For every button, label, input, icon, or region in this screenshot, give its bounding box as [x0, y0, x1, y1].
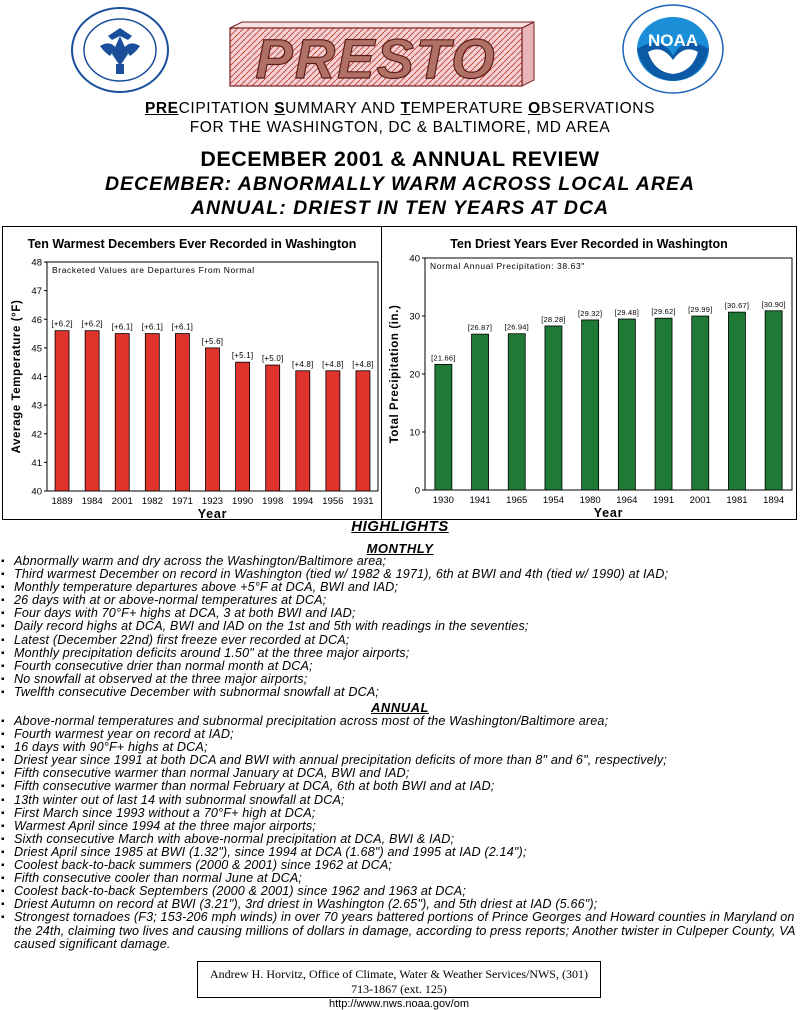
y-tick-label: 40 — [409, 253, 420, 265]
x-tick-label: 2001 — [111, 496, 133, 507]
footer-credit — [197, 961, 601, 1010]
bar — [435, 364, 452, 490]
highlight-item: ▪ Latest (December 22nd) first freeze ever recorded at DCA; — [0, 634, 800, 647]
bar-value-label: [29.48] — [614, 308, 640, 318]
subtitle-part: CIPITATION — [178, 100, 275, 117]
highlight-item: ▪ Twelfth consecutive December with subnormal snowfall at DCA; — [0, 686, 800, 699]
bar-value-label: [+5.6] — [201, 336, 224, 346]
bar — [356, 371, 370, 491]
highlight-item: ▪ Fourth warmest year on record at IAD; — [0, 728, 800, 741]
subtitle-part: EMPERATURE — [410, 100, 529, 117]
x-tick-label: 1981 — [726, 495, 748, 506]
bar-value-label: [+4.8] — [292, 359, 314, 369]
driest-years-chart-panel — [381, 226, 797, 520]
highlight-item: ▪ Coolest back-to-back Septembers (2000 & 2001) since 1962 and 1963 at DCA; — [0, 885, 800, 898]
y-tick-label: 42 — [31, 429, 42, 441]
bar — [145, 334, 159, 491]
highlight-item: ▪ Third warmest December on record in Washington (tied w/ 1982 & 1971), 6th at BWI and 4th (tied w/ 1990) at IAD; — [0, 568, 800, 581]
bar — [765, 311, 782, 490]
bar-value-label: [+5.1] — [231, 351, 254, 361]
bar-value-label: [+4.8] — [322, 359, 344, 369]
highlight-item: ▪ Sixth consecutive March with above-normal precipitation at DCA, BWI & IAD; — [0, 833, 800, 846]
bar-value-label: [+6.2] — [81, 319, 103, 329]
x-tick-label: 1971 — [171, 496, 193, 507]
y-tick-label: 40 — [31, 486, 42, 498]
x-tick-label: 1990 — [232, 496, 254, 507]
x-tick-label: 1991 — [652, 495, 675, 506]
chart-title: Ten Driest Years Ever Recorded in Washington — [450, 237, 728, 251]
bar-value-label: [26.94] — [504, 322, 529, 332]
subtitle-part: PRE — [144, 100, 179, 117]
highlight-item: ▪ Monthly precipitation deficits around 1.50" at the three major airports; — [0, 647, 800, 660]
bar — [582, 320, 599, 490]
highlight-item: ▪ First March since 1993 without a 70°F+ high at DCA; — [0, 807, 800, 820]
subtitle-part: S — [274, 100, 286, 117]
bar-value-label: [30.90] — [761, 299, 786, 309]
highlight-item: ▪ Warmest April since 1994 at the three major airports; — [0, 820, 800, 833]
bar-value-label: [+6.1] — [171, 322, 194, 332]
logo-text: PRESTO — [255, 27, 497, 90]
warmest-decembers-chart-panel — [2, 226, 382, 520]
y-tick-label: 41 — [31, 457, 42, 469]
x-tick-label: 1956 — [322, 496, 344, 507]
subtitle-part: T — [400, 100, 411, 117]
highlight-item: ▪ Strongest tornadoes (F3; 153-206 mph winds) in over 70 years battered portions of Prince Georges and Howard counties in Maryland on the 24th, claiming two lives and causing millions of dollars in damage, according to press reports; Another twister in Culpeper County, VA caused significant damage. — [0, 911, 796, 950]
y-axis-label: Average Temperature (°F) — [11, 299, 23, 454]
chart-annotation: Bracketed Values are Departures From Normal — [52, 265, 255, 275]
x-tick-label: 1941 — [469, 495, 491, 506]
warmest-decembers-chart — [3, 227, 381, 519]
x-tick-label: 1982 — [141, 496, 163, 507]
highlight-item: ▪ 16 days with 90°F+ highs at DCA; — [0, 741, 800, 754]
x-tick-label: 1931 — [352, 496, 374, 507]
highlight-item: ▪ Coolest back-to-back summers (2000 & 2001) since 1962 at DCA; — [0, 859, 800, 872]
x-tick-label: 1894 — [763, 495, 785, 506]
x-axis-label: Year — [593, 506, 624, 519]
y-axis-label: Total Precipitation (in.) — [389, 304, 401, 444]
highlight-item: ▪ Driest year since 1991 at both DCA and BWI with annual precipitation deficits of more than 8" and 6", respectively; — [0, 754, 800, 767]
annual-highlights-list — [0, 715, 800, 951]
bar — [728, 312, 745, 490]
highlights-title: HIGHLIGHTS — [351, 518, 449, 535]
y-tick-label: 20 — [409, 369, 420, 381]
x-tick-label: 1984 — [81, 496, 103, 507]
presto-logo — [222, 20, 537, 90]
y-tick-label: 30 — [409, 311, 420, 323]
bar — [618, 319, 635, 490]
december-headline: DECEMBER: ABNORMALLY WARM ACROSS LOCAL AREA — [104, 173, 696, 195]
y-tick-label: 10 — [409, 427, 420, 439]
highlight-item: ▪ Above-normal temperatures and subnormal precipitation across most of the Washington/Baltimore area; — [0, 715, 800, 728]
page-title: DECEMBER 2001 & ANNUAL REVIEW — [200, 147, 600, 171]
y-tick-label: 45 — [31, 343, 42, 355]
x-tick-label: 1994 — [292, 496, 314, 507]
highlight-item: ▪ Driest Autumn on record at BWI (3.21"), 3rd driest in Washington (2.65"), and 5th driest at IAD (5.66"); — [0, 898, 800, 911]
highlight-item: ▪ 13th winter out of last 14 with subnormal snowfall at DCA; — [0, 794, 800, 807]
highlight-item: ▪ Fifth consecutive cooler than normal June at DCA; — [0, 872, 800, 885]
annual-heading: ANNUAL — [371, 700, 429, 715]
y-tick-label: 47 — [31, 286, 42, 298]
bar — [326, 371, 340, 491]
driest-years-chart — [382, 227, 796, 519]
bar-value-label: [21.66] — [431, 353, 456, 363]
bar — [175, 334, 189, 491]
y-tick-label: 48 — [31, 257, 42, 269]
highlight-item: ▪ Driest April since 1985 at BWI (1.32"), since 1994 at DCA (1.68") and 1995 at IAD (2.14"); — [0, 846, 800, 859]
bar — [115, 334, 129, 491]
subtitle-part: BSERVATIONS — [540, 100, 656, 117]
highlight-item: ▪ No snowfall at observed at the three major airports; — [0, 673, 800, 686]
y-tick-label: 44 — [31, 372, 42, 383]
footer-author: Andrew H. Horvitz, Office of Climate, Water & Weather Services/NWS, (301) 713-1867 (ext. 125) — [210, 967, 588, 996]
x-tick-label: 1998 — [262, 496, 284, 507]
bar — [55, 331, 69, 491]
bar — [296, 371, 310, 491]
highlight-item: ▪ Fifth consecutive warmer than normal February at DCA, 6th at both BWI and at IAD; — [0, 780, 800, 793]
x-axis-label: Year — [197, 507, 228, 519]
bar — [266, 365, 280, 491]
bar-value-label: [+6.1] — [141, 322, 164, 332]
bar-value-label: [29.99] — [688, 305, 713, 315]
noaa-logo-text: NOAA — [647, 31, 699, 50]
footer-url[interactable]: http://www.nws.noaa.gov/om — [328, 998, 469, 1010]
bar-value-label: [26.87] — [467, 323, 493, 333]
bar — [545, 326, 562, 490]
y-tick-label: 0 — [414, 485, 420, 497]
bar-value-label: [+4.8] — [352, 359, 374, 369]
bar — [85, 331, 99, 491]
bar — [206, 348, 220, 491]
highlight-item: ▪ 26 days with at or above-normal temperatures at DCA; — [0, 594, 800, 607]
x-tick-label: 1964 — [616, 495, 638, 506]
bar — [692, 316, 709, 490]
bar — [236, 362, 250, 491]
bar-value-label: [+5.0] — [261, 354, 284, 364]
x-tick-label: 1954 — [542, 495, 565, 506]
subtitle-part: O — [528, 100, 541, 117]
highlight-item: ▪ Abnormally warm and dry across the Washington/Baltimore area; — [0, 555, 800, 568]
highlight-item: ▪ Fifth consecutive warmer than normal January at DCA, BWI and IAD; — [0, 767, 800, 780]
annual-headline: ANNUAL: DRIEST IN TEN YEARS AT DCA — [190, 197, 610, 219]
subtitle-part: UMMARY AND — [285, 100, 401, 117]
bar — [655, 318, 672, 490]
bar-value-label: [28.28] — [541, 314, 566, 324]
highlight-item: ▪ Fourth consecutive drier than normal month at DCA; — [0, 660, 800, 673]
highlight-item: ▪ Four days with 70°F+ highs at DCA, 3 at both BWI and IAD; — [0, 607, 800, 620]
y-tick-label: 46 — [31, 314, 42, 326]
highlight-item: ▪ Monthly temperature departures above +5°F at DCA, BWI and IAD; — [0, 581, 800, 594]
x-tick-label: 1889 — [51, 496, 73, 507]
bar-value-label: [30.67] — [724, 301, 750, 311]
monthly-highlights-list — [0, 555, 800, 699]
bar-value-label: [29.32] — [577, 308, 603, 318]
bar-value-label: [+6.1] — [111, 322, 133, 332]
x-tick-label: 1980 — [579, 495, 601, 506]
chart-annotation: Normal Annual Precipitation: 38.63" — [430, 261, 585, 271]
chart-title: Ten Warmest Decembers Ever Recorded in Washington — [27, 237, 357, 251]
bar-value-label: [29.62] — [651, 307, 676, 317]
bar — [508, 334, 525, 490]
x-tick-label: 2001 — [689, 495, 711, 506]
monthly-heading: MONTHLY — [366, 541, 434, 556]
x-tick-label: 1965 — [506, 495, 528, 506]
subtitle-line-2: FOR THE WASHINGTON, DC & BALTIMORE, MD AREA — [189, 119, 611, 136]
x-tick-label: 1930 — [432, 495, 454, 506]
bar-value-label: [+6.2] — [51, 319, 73, 329]
highlight-item: ▪ Daily record highs at DCA, BWI and IAD on the 1st and 5th with readings in the seventies; — [0, 620, 800, 633]
x-tick-label: 1923 — [201, 496, 224, 507]
subtitle-line-1 — [0, 100, 800, 118]
noaa-logo — [622, 4, 724, 94]
y-tick-label: 43 — [31, 400, 42, 412]
department-of-commerce-seal — [70, 6, 170, 94]
bar — [472, 334, 489, 490]
